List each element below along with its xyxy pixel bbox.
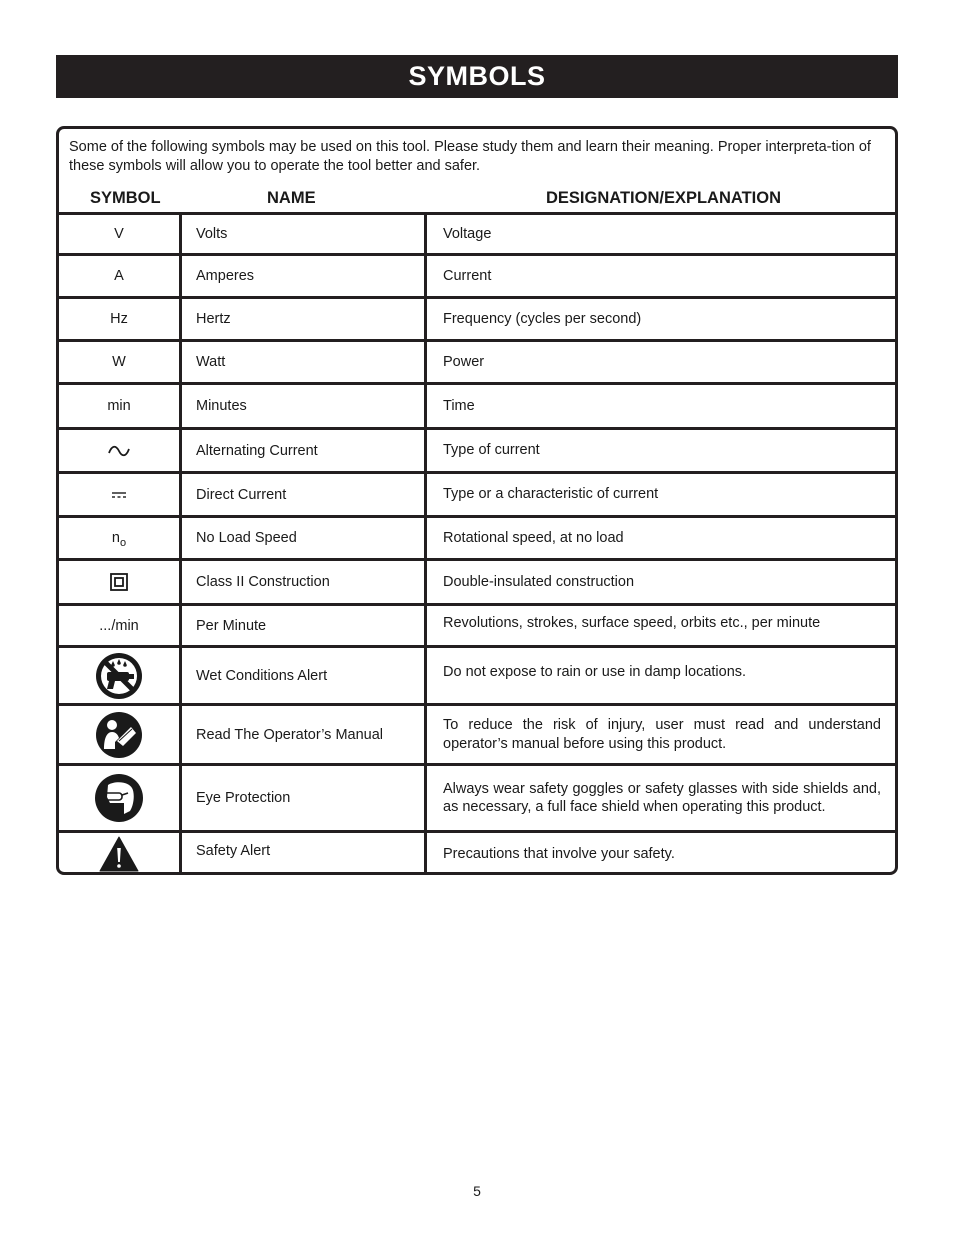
eye-protection-icon: [94, 773, 144, 823]
class-ii-construction-icon: [110, 573, 128, 591]
name-cell: Hertz: [196, 311, 231, 327]
symbol-cell: [59, 833, 179, 875]
header-symbol: SYMBOL: [90, 189, 161, 207]
table-row: [59, 703, 895, 763]
name-cell: Class II Construction: [196, 574, 330, 590]
symbol-cell: [59, 430, 179, 471]
designation-cell: Frequency (cycles per second): [443, 310, 642, 327]
table-row: [59, 558, 895, 603]
designation-cell: Double-insulated construction: [443, 573, 635, 590]
name-cell: Amperes: [196, 268, 255, 284]
designation-cell: Current: [443, 267, 492, 284]
alternating-current-icon: [107, 444, 131, 458]
symbols-table-box: [56, 126, 898, 875]
designation-cell: Type of current: [443, 442, 540, 459]
designation-cell: Type or a characteristic of current: [443, 486, 659, 503]
designation-cell: To reduce the risk of injury, user must read and understand operator’s manual before using this product.: [443, 717, 881, 752]
intro-text: Some of the following symbols may be used on this tool. Please study them and learn their meaning. Proper interpreta-tion of these symbols will allow you to operate the tool better and safer.: [69, 139, 871, 174]
table-row: [59, 212, 895, 253]
symbol-cell: [59, 474, 179, 515]
table-row: [59, 471, 895, 515]
designation-cell: Voltage: [443, 225, 492, 242]
table-row: [59, 382, 895, 427]
no-load-speed-symbol: $n_o$: [111, 530, 127, 549]
name-cell: Alternating Current: [196, 442, 318, 459]
header-designation: DESIGNATION/EXPLANATION: [546, 189, 781, 207]
name-cell: No Load Speed: [196, 530, 297, 546]
symbol-cell: [59, 561, 179, 603]
wet-conditions-alert-icon: [95, 652, 143, 700]
designation-cell: Revolutions, strokes, surface speed, orbits etc., per minute: [443, 615, 821, 631]
table-row: [59, 296, 895, 339]
page-number: 5: [473, 1183, 481, 1199]
name-cell: Per Minute: [196, 617, 267, 634]
symbol-cell: [59, 648, 179, 703]
symbol-cell: A: [114, 268, 124, 284]
designation-cell: Do not expose to rain or use in damp locations.: [443, 664, 747, 680]
symbol-cell: Hz: [110, 311, 128, 327]
name-cell: Eye Protection: [196, 790, 291, 806]
table-row: [59, 339, 895, 382]
symbol-cell: [59, 766, 179, 830]
header-name: NAME: [267, 189, 316, 207]
table-row: [59, 645, 895, 703]
symbol-cell: [59, 518, 179, 558]
symbol-cell: .../min: [99, 617, 139, 634]
table-row: [59, 830, 895, 875]
table-row: [59, 427, 895, 471]
page-title: SYMBOLS: [56, 55, 898, 98]
name-cell: Safety Alert: [196, 843, 271, 859]
name-cell: Minutes: [196, 398, 247, 414]
name-cell: Volts: [196, 226, 228, 242]
name-cell: Wet Conditions Alert: [196, 667, 328, 684]
symbol-cell: min: [107, 398, 131, 414]
designation-cell: Precautions that involve your safety.: [443, 845, 675, 862]
read-manual-icon: [95, 711, 143, 759]
symbol-cell: V: [114, 226, 124, 242]
name-cell: Direct Current: [196, 486, 287, 503]
table-row: [59, 603, 895, 645]
table-row: [59, 253, 895, 296]
designation-cell: Power: [443, 353, 485, 370]
direct-current-icon: [111, 491, 127, 499]
safety-alert-icon: [99, 836, 139, 872]
symbol-cell: W: [112, 354, 126, 370]
designation-cell: Rotational speed, at no load: [443, 529, 624, 546]
table-row: [59, 515, 895, 558]
designation-cell: Always wear safety goggles or safety glasses with side shields and, as necessary, a full face shield when operating this product.: [443, 780, 881, 815]
table-row: [59, 763, 895, 830]
name-cell: Read The Operator’s Manual: [196, 726, 383, 743]
name-cell: Watt: [196, 354, 226, 370]
designation-cell: Time: [443, 397, 475, 414]
symbol-cell: [59, 706, 179, 763]
